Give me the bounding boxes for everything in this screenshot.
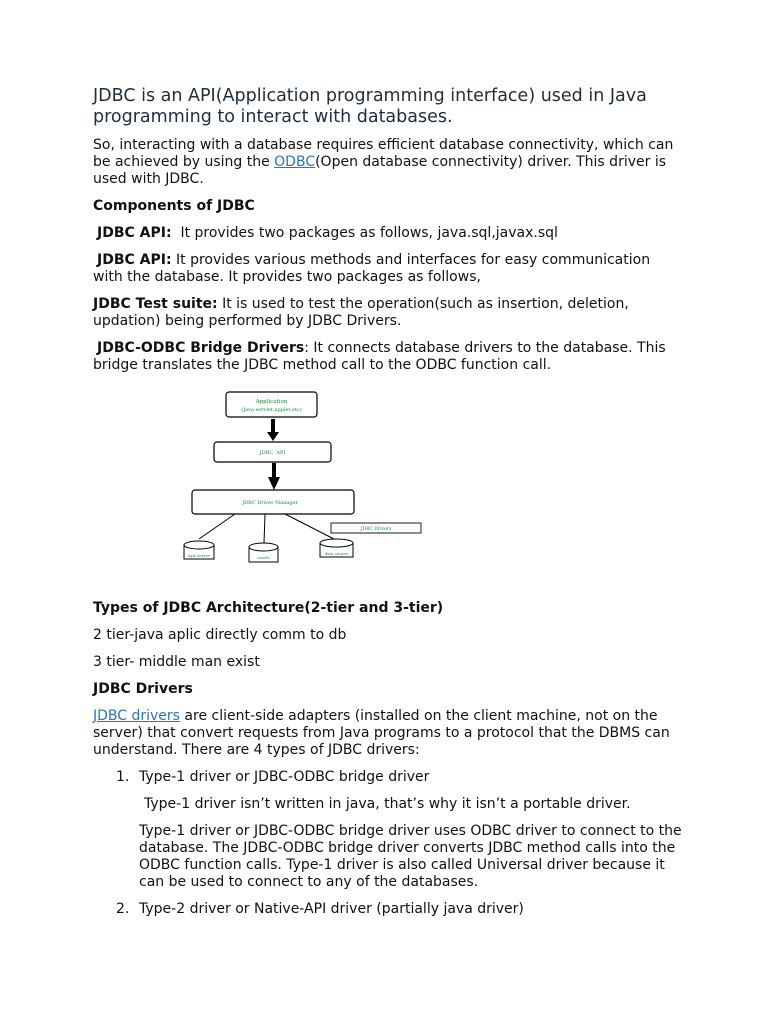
component-bridge-drivers (93, 340, 683, 374)
drivers-intro (93, 708, 683, 759)
component-test-suite (93, 296, 683, 330)
component-text: It provides two packages as follows, java.sql,javax.sql (171, 225, 558, 241)
list-item (93, 769, 683, 786)
list-item-label: Type-1 driver or JDBC-ODBC bridge driver (139, 769, 430, 785)
components-heading: Components of JDBC (93, 198, 255, 214)
tier3-text: 3 tier- middle man exist (93, 654, 260, 670)
application-label: Application (255, 399, 288, 405)
component-text: : It connects database drivers to the database. This bridge translates the JDBC method call to the ODBC function call. (93, 340, 666, 373)
intro-text-end: (Open database connectivity) driver. This driver is used with JDBC. (93, 154, 666, 187)
component-text: It is used to test the operation(such as insertion, deletion, updation) being performed by JDBC Drivers. (93, 296, 629, 329)
drivers-heading: JDBC Drivers (93, 681, 193, 697)
driver-manager-label: JDBC Driver Manager (242, 500, 298, 506)
list-number: 2. (116, 901, 130, 917)
drivers-intro-text: are client-side adapters (installed on the client machine, not on the server) that convert requests from Java programs to a protocol that the DBMS can understand. There are 4 types of JDBC drivers: (93, 708, 670, 758)
tier2-text: 2 tier-java aplic directly comm to db (93, 627, 347, 643)
jdbc-architecture-diagram (95, 382, 455, 582)
list-item-label: Type-2 driver or Native-API driver (partially java driver) (139, 901, 524, 917)
db-data-source-label: data source (324, 551, 349, 556)
application-sublabel: (Java servlet,applet,etc) (241, 407, 302, 413)
list-item-detail: Type-1 driver or JDBC-ODBC bridge driver uses ODBC driver to connect to the database. The JDBC-ODBC bridge driver converts JDBC method calls into the ODBC function calls. Type-1 driver is also called Universal driver because it can be used to connect to any of the databases. (139, 823, 682, 890)
types-heading: Types of JDBC Architecture(2-tier and 3-tier) (93, 600, 444, 616)
jdbc-api-label: JDBC API (259, 450, 286, 456)
intro-text: So, interacting with a database requires efficient database connectivity, which can be achieved by using the (93, 137, 674, 170)
intro-paragraph (93, 137, 683, 188)
document-title: JDBC is an API(Application programming interface) used in Java programming to interact with databases. (93, 86, 647, 127)
component-label: JDBC-ODBC Bridge Drivers (97, 340, 305, 356)
database-icon (249, 543, 278, 562)
db-oracle-label: oracle (257, 555, 270, 560)
driver-types-list (93, 769, 683, 918)
list-number: 1. (116, 769, 130, 785)
db-sqls-server-label: sqls server (187, 553, 211, 558)
list-item-detail: Type-1 driver isn’t written in java, that’s why it isn’t a portable driver. (144, 796, 631, 812)
database-icon (184, 541, 214, 559)
list-item (93, 901, 683, 918)
component-label: JDBC API: (97, 252, 172, 268)
component-jdbc-api-2 (93, 252, 683, 286)
document-page (93, 86, 683, 918)
jdbc-drivers-link[interactable]: JDBC drivers (93, 708, 180, 724)
component-label: JDBC API: (97, 225, 172, 241)
database-icon (320, 539, 353, 557)
component-label: JDBC Test suite: (93, 296, 218, 312)
component-text: It provides various methods and interfaces for easy communication with the database. It provides two packages as follows, (93, 252, 651, 285)
jdbc-drivers-label: JDBC Drivers (360, 527, 392, 532)
odbc-link[interactable]: ODBC (274, 154, 316, 170)
component-jdbc-api-1 (93, 225, 683, 242)
